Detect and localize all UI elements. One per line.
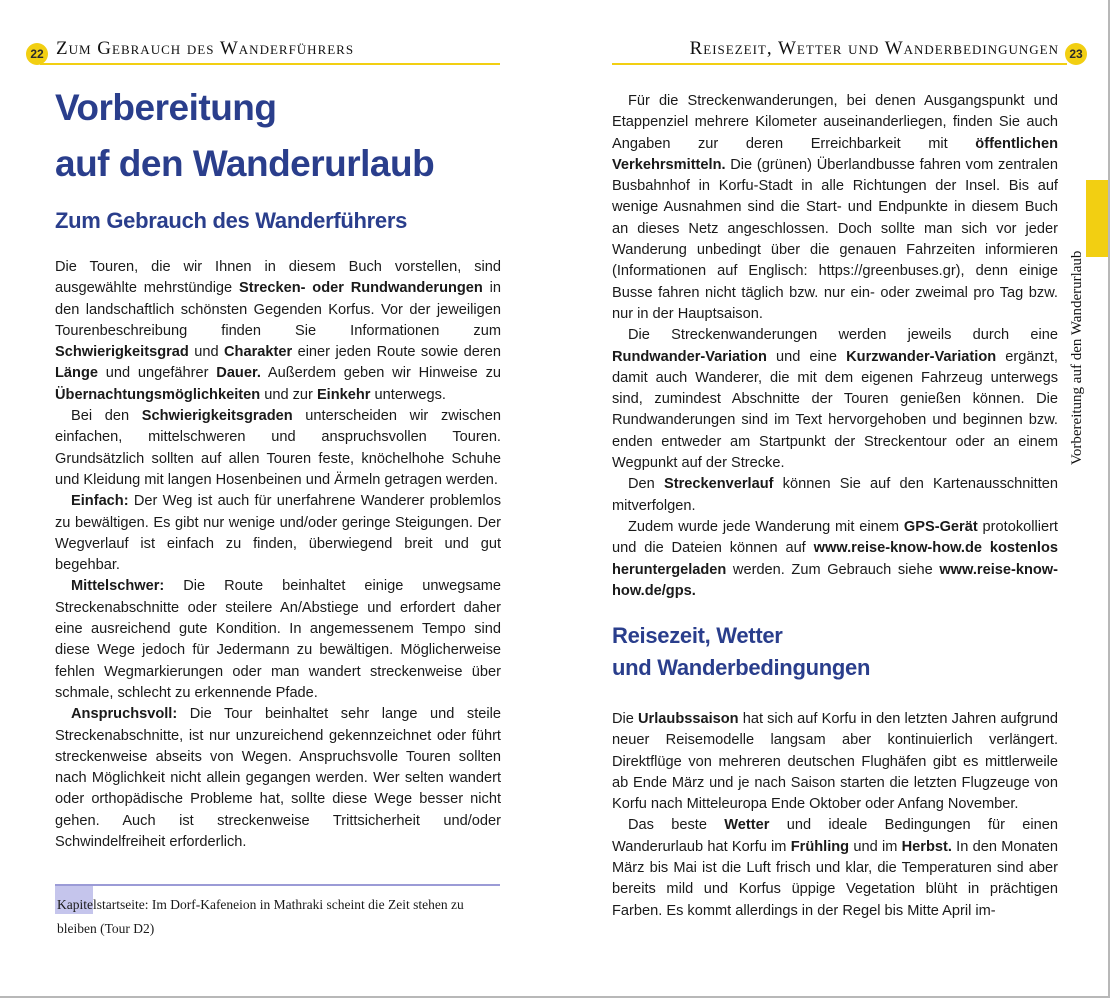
chapter-title-line2: auf den Wanderurlaub [55,143,435,184]
section-heading-left: Zum Gebrauch des Wanderführers [55,208,408,233]
paragraph: Zudem wurde jede Wanderung mit einem GPS-Gerät protokolliert und die Dateien können auf www.reise-know-how.de kostenlos heruntergeladen werden. Zum Gebrauch siehe www.reise-know-how.de/gps. [612,518,1058,599]
page-number-right: 23 [1065,43,1087,65]
paragraph: Die Streckenwanderungen werden jeweils durch eine Rundwander-Variation und eine Kurzwander-Variation ergänzt, damit auch Wanderer, die mit dem eigenen Fahrzeug unterwegs sind, zumindest Abschnitte der Touren genießen können. Die Rundwanderungen sind im Text hervorgehoben und beginnen bzw. enden entweder am Startpunkt der Streckentour oder an einem Wegpunkt auf der Strecke. [612,327,1058,472]
paragraph: Einfach: Der Weg ist auch für unerfahrene Wanderer problemlos zu bewältigen. Es gibt nur wenige und/oder geringe Steigungen. Der Wegverlauf ist einfach zu finden, überwiegend breit und gut begehbar. [55,493,501,574]
paragraph: Mittelschwer: Die Route beinhaltet einige unwegsame Streckenabschnitte oder steilere An/Abstiege und erfordert daher eine ausreichend gute Kondition. In angemessenem Tempo sind diese Wege jedoch für Jedermann zu bewältigen. Möglicherweise fehlen Wegmarkierungen oder man wandert streckenweise über schmale, schlecht zu erkennende Pfade. [55,578,501,701]
right-column-top [612,91,1058,602]
paragraph: Das beste Wetter und ideale Bedingungen für einen Wanderurlaub hat Korfu im Frühling und im Herbst. In den Monaten März bis Mai ist die Luft frisch und klar, die Temperaturen sind aber bereits mild und Korfus üppige Vegetation blüht in prächtigen Farben. Es kommt allerdings in der Regel bis Mitte April im- [612,817,1058,919]
caption-rule [55,884,500,886]
running-head-left: Zum Gebrauch des Wanderführers [56,38,355,59]
running-head-right: Reisezeit, Wetter und Wanderbedingungen [689,38,1059,59]
page-number-left: 22 [26,43,48,65]
paragraph: Die Touren, die wir Ihnen in diesem Buch vorstellen, sind ausgewählte mehrstündige Strecken- oder Rundwanderungen in den landschaftlich schönsten Gegenden Korfus. Vor der jeweiligen Tourenbeschreibung finden Sie Informationen zum Schwierigkeitsgrad und Charakter einer jeden Route sowie deren Länge und ungefährer Dauer. Außerdem geben wir Hinweise zu Übernachtungsmöglichkeiten und zur Einkehr unterwegs. [55,259,501,403]
section-heading-right-line2: und Wanderbedingungen [612,655,871,680]
paragraph: Für die Streckenwanderungen, bei denen Ausgangspunkt und Etappenziel mehrere Kilometer auseinanderliegen, finden Sie auch Angaben zur deren Erreichbarkeit mit öffentlichen Verkehrsmitteln. Die (grünen) Überlandbusse fahren vom zentralen Busbahnhof in Korfu-Stadt in alle Richtungen der Insel. Bis auf wenige Ausnahmen sind die Start- und Endpunkte in diesem Buch an dieses Netz angeschlossen. Doch sollte man sich vor jeder Wanderung unbedingt über die genauen Fahrzeiten informieren (Informationen auf Englisch: https://greenbuses.gr), denn einige Busse fahren nicht täglich bzw. nur ein- oder zweimal pro Tag bzw. nur in der Hauptsaison. [612,93,1058,322]
chapter-title [55,80,434,192]
header-rule-right [612,63,1067,65]
paragraph: Den Streckenverlauf können Sie auf den Kartenausschnitten mitverfolgen. [612,476,1058,514]
chapter-title-line1: Vorbereitung [55,87,277,128]
section-heading-right-line1: Reisezeit, Wetter [612,623,783,648]
header-rule-left [40,63,500,65]
right-column-bottom [612,709,1058,922]
paragraph: Anspruchsvoll: Die Tour beinhaltet sehr lange und steile Streckenabschnitte, ist nur unzureichend gekennzeichnet oder führt streckenweise abseits von Wegen. Anspruchsvolle Touren sollten nach Möglichkeit nicht allein gegangen werden. Wer selten wandert oder orthopädische Probleme hat, sollte diese Wege besser nicht gehen. Auch ist streckenweise Trittsicherheit und/oder Schwindelfreiheit erforderlich. [55,706,501,851]
paragraph: Die Urlaubssaison hat sich auf Korfu in den letzten Jahren aufgrund neuer Reisemodelle langsam aber kontinuierlich verlängert. Direktflüge von mehreren deutschen Flughäfen gibt es mittlerweile ab Ende März und je nach Saison starten die letzten Flugzeuge von Korfu nach Mitteleuropa Ende Oktober oder Anfang November. [612,711,1058,813]
chapter-side-tab [1086,180,1108,257]
image-caption: Kapitelstartseite: Im Dorf-Kafeneion in Mathraki scheint die Zeit stehen zu bleiben (Tour D2) [57,897,464,936]
left-column [55,257,501,853]
section-heading-right [612,620,870,684]
paragraph: Bei den Schwierigkeitsgraden unterscheiden wir zwischen einfachen, mittelschweren und anspruchsvollen Touren. Grundsätzlich sollten auf allen Touren feste, knöchelhohe Schuhe und Kleidung mit langen Hosenbeinen und Ärmeln getragen werden. [55,408,501,488]
chapter-side-label: Vorbereitung auf den Wanderurlaub [1069,250,1085,465]
